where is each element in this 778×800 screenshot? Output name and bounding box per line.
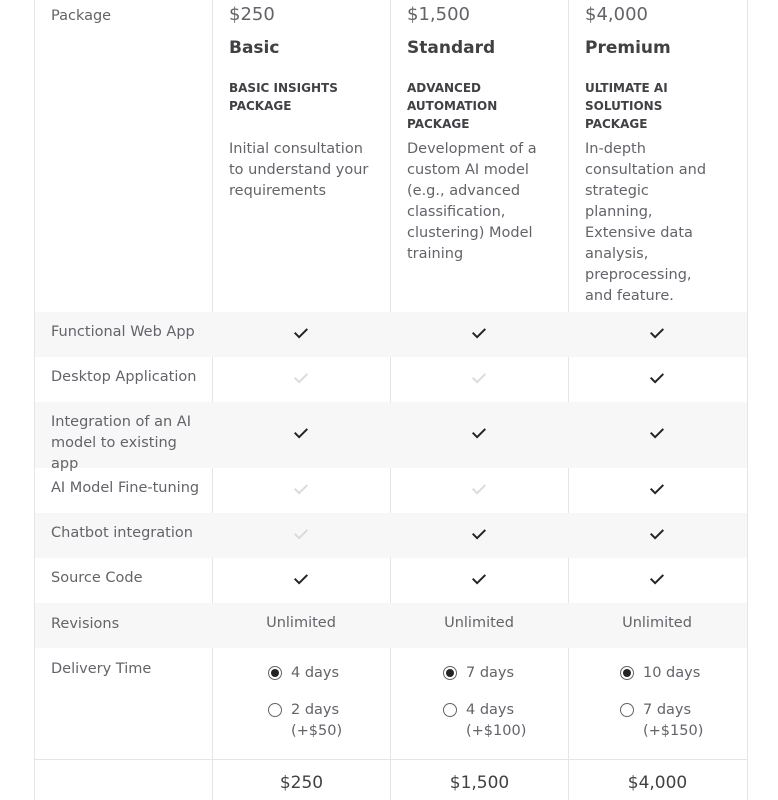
plan-name: Premium — [585, 38, 671, 58]
package-comparison-table — [34, 0, 748, 800]
check-icon — [470, 425, 488, 445]
check-icon — [470, 526, 488, 546]
radio-selected[interactable] — [443, 666, 457, 680]
feature-label: AI Model Fine-tuning — [51, 480, 200, 496]
feature-label: Source Code — [51, 570, 143, 586]
delivery-option-basic-express[interactable] — [268, 700, 342, 742]
total-price-basic: $250 — [279, 773, 324, 793]
check-icon — [648, 425, 666, 445]
check-icon — [648, 526, 666, 546]
feature-label: Integration of an AI model to existing app — [51, 414, 191, 472]
check-icon — [470, 325, 488, 345]
feature-row — [35, 513, 747, 558]
radio-unselected[interactable] — [268, 703, 282, 717]
plan-price: $4,000 — [585, 4, 648, 25]
check-icon — [292, 325, 310, 345]
revisions-label: Revisions — [51, 616, 120, 632]
delivery-option-label: 7 days — [466, 665, 515, 681]
delivery-time-row — [35, 648, 747, 759]
plan-description: Development of a custom AI model (e.g., advanced classification, clustering) Model training — [407, 141, 537, 262]
plan-subtitle: ULTIMATE AI SOLUTIONS PACKAGE — [585, 81, 668, 131]
check-icon — [648, 481, 666, 501]
plan-subtitle: ADVANCED AUTOMATION PACKAGE — [407, 81, 498, 131]
feature-label: Desktop Application — [51, 369, 197, 385]
delivery-option-premium-express[interactable] — [620, 700, 703, 742]
check-icon — [292, 425, 310, 445]
check-disabled-icon — [292, 526, 310, 546]
plan-description: Initial consultation to understand your requirements — [229, 141, 369, 199]
check-icon — [648, 370, 666, 390]
feature-label: Functional Web App — [51, 324, 195, 340]
plan-subtitle: BASIC INSIGHTS PACKAGE — [229, 81, 338, 113]
radio-selected[interactable] — [620, 666, 634, 680]
delivery-option-standard-standard[interactable] — [443, 663, 514, 684]
delivery-option-label: 7 days (+$150) — [643, 702, 704, 739]
radio-unselected[interactable] — [620, 703, 634, 717]
radio-unselected[interactable] — [443, 703, 457, 717]
radio-selected[interactable] — [268, 666, 282, 680]
feature-row — [35, 468, 747, 513]
plan-name: Standard — [407, 38, 496, 58]
check-disabled-icon — [470, 370, 488, 390]
revisions-row — [35, 603, 747, 648]
package-label: Package — [51, 8, 112, 24]
check-icon — [470, 571, 488, 591]
feature-row — [35, 357, 747, 402]
check-disabled-icon — [292, 370, 310, 390]
check-icon — [292, 571, 310, 591]
plan-price: $1,500 — [407, 4, 470, 25]
revisions-value: Unlimited — [622, 615, 692, 631]
total-price-standard: $1,500 — [449, 773, 510, 793]
check-disabled-icon — [470, 481, 488, 501]
delivery-option-label: 4 days — [291, 665, 340, 681]
delivery-option-label: 10 days — [643, 665, 701, 681]
delivery-option-label: 4 days (+$100) — [466, 702, 527, 739]
total-price-premium: $4,000 — [627, 773, 688, 793]
delivery-option-standard-express[interactable] — [443, 700, 526, 742]
row-divider — [35, 759, 747, 760]
feature-label: Chatbot integration — [51, 525, 193, 541]
check-icon — [648, 325, 666, 345]
delivery-time-label: Delivery Time — [51, 661, 152, 677]
feature-row — [35, 312, 747, 357]
check-icon — [648, 571, 666, 591]
revisions-value: Unlimited — [444, 615, 514, 631]
revisions-value: Unlimited — [266, 615, 336, 631]
plan-price: $250 — [229, 4, 275, 25]
delivery-option-premium-standard[interactable] — [620, 663, 700, 684]
delivery-option-label: 2 days (+$50) — [291, 702, 343, 739]
feature-row — [35, 402, 747, 472]
delivery-option-basic-standard[interactable] — [268, 663, 339, 684]
feature-row — [35, 558, 747, 603]
plan-description: In-depth consultation and strategic planning, Extensive data analysis, preprocessing, and feature. — [585, 141, 707, 304]
check-disabled-icon — [292, 481, 310, 501]
plan-name: Basic — [229, 38, 280, 58]
